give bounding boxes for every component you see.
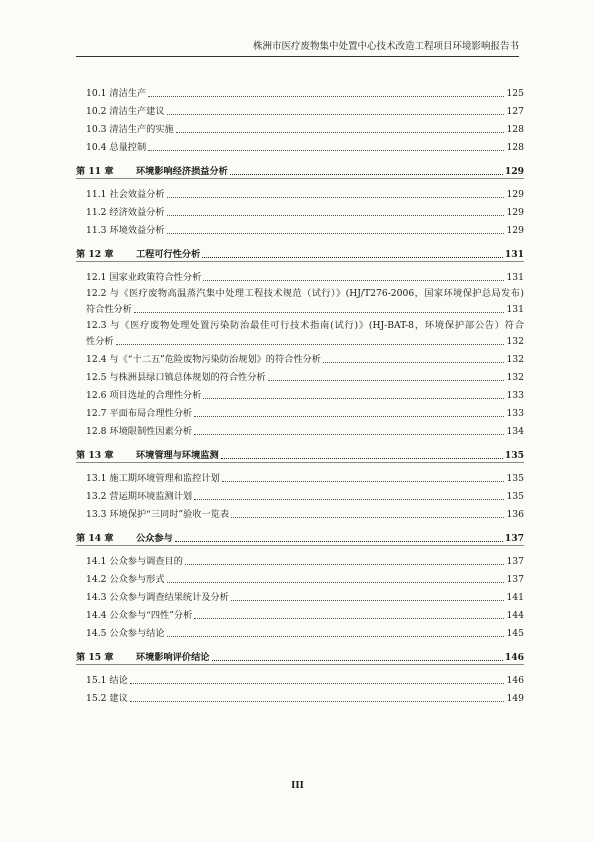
- toc-entry-title: 14.5 公众参与结论: [86, 628, 165, 639]
- dot-leader: [203, 280, 504, 281]
- dot-leader: [148, 96, 504, 97]
- dot-leader: [134, 312, 505, 313]
- toc-page-number: 132: [506, 336, 524, 347]
- running-header: [76, 40, 519, 57]
- toc-entry[interactable]: [76, 604, 524, 622]
- toc-page-number: 136: [506, 509, 524, 520]
- toc-page-number: 137: [506, 574, 524, 585]
- dot-leader: [230, 174, 503, 175]
- dot-leader: [175, 541, 503, 542]
- toc-chapter[interactable]: [76, 523, 524, 546]
- toc-entry-title: 12.3 与《医疗废物处理处置污染防治最佳可行技术指南(试行)》(HJ-BAT-8，环境保护部公告）符合: [86, 320, 524, 331]
- toc-entry[interactable]: [76, 82, 524, 100]
- table-of-contents: [76, 82, 524, 705]
- dot-leader: [167, 582, 505, 583]
- toc-entry-title: 14.4 公众参与“四性”分析: [86, 610, 193, 621]
- toc-chapter[interactable]: [76, 156, 524, 179]
- toc-page-number: 146: [506, 675, 524, 686]
- toc-chapter[interactable]: [76, 440, 524, 463]
- toc-chapter[interactable]: [76, 642, 524, 665]
- dot-leader: [202, 257, 503, 258]
- toc-entry[interactable]: [76, 687, 524, 705]
- toc-page-number: 128: [506, 124, 524, 135]
- toc-entry-title: 13.1 施工期环境管理和监控计划: [86, 473, 220, 484]
- toc-entry[interactable]: [76, 568, 524, 586]
- dot-leader: [167, 114, 505, 115]
- toc-entry[interactable]: [76, 100, 524, 118]
- page-number: III: [291, 781, 304, 791]
- dot-leader: [167, 197, 505, 198]
- toc-entry-title: 13.2 营运期环境监测计划: [86, 491, 193, 502]
- toc-entry-title: 12.4 与《“十二五”危险废物污染防治规划》的符合性分析: [86, 354, 321, 365]
- toc-entry-multiline[interactable]: [76, 316, 524, 348]
- toc-chapter[interactable]: [76, 239, 524, 262]
- toc-entry-title: 11.1 社会效益分析: [86, 189, 165, 200]
- toc-entry[interactable]: [76, 420, 524, 438]
- toc-entry-title: 10.1 清洁生产: [86, 88, 147, 99]
- toc-entry[interactable]: [76, 384, 524, 402]
- dot-leader: [130, 701, 505, 702]
- toc-page-number: 135: [504, 450, 524, 461]
- toc-entry[interactable]: [76, 136, 524, 154]
- toc-page-number: 125: [506, 88, 524, 99]
- report-title: 株洲市医疗废物集中处置中心技术改造工程项目环境影响报告书: [252, 41, 519, 52]
- dot-leader: [231, 600, 505, 601]
- toc-entry[interactable]: [76, 201, 524, 219]
- dot-leader: [167, 215, 505, 216]
- dot-leader: [185, 564, 505, 565]
- toc-entry-title: 12.7 平面布局合理性分析: [86, 408, 193, 419]
- dot-leader: [231, 517, 504, 518]
- toc-entry-title: 10.2 清洁生产建议: [86, 106, 165, 117]
- toc-entry-title: 14.3 公众参与调查结果统计及分析: [86, 592, 229, 603]
- dot-leader: [194, 499, 504, 500]
- chapter-title: 环境影响经济损益分析: [136, 166, 228, 177]
- toc-page-number: 129: [506, 225, 524, 236]
- chapter-title: 工程可行性分析: [136, 249, 201, 260]
- toc-entry-title: 11.2 经济效益分析: [86, 207, 165, 218]
- chapter-number: 第 13 章: [76, 450, 114, 461]
- toc-page-number: 132: [506, 372, 524, 383]
- toc-chapter-title-group: [76, 249, 200, 261]
- toc-page-number: 144: [506, 610, 524, 621]
- toc-entry[interactable]: [76, 550, 524, 568]
- chapter-number: 第 11 章: [76, 166, 114, 177]
- toc-entry-title-cont: 符合性分析: [86, 304, 132, 315]
- chapter-number: 第 15 章: [76, 652, 114, 663]
- toc-entry-continuation: [86, 300, 524, 316]
- toc-entry-title: 12.6 项目选址的合理性分析: [86, 390, 202, 401]
- toc-entry-title: 10.4 总量控制: [86, 142, 147, 153]
- toc-entry[interactable]: [76, 402, 524, 420]
- toc-page-number: 146: [504, 652, 524, 663]
- toc-entry-title: 11.3 环境效益分析: [86, 225, 165, 236]
- toc-entry-title: 12.2 与《医疗废物高温蒸汽集中处理工程技术规范（试行）》(HJ/T276-2006，国家环境保护总局发布): [86, 288, 524, 299]
- dot-leader: [167, 636, 505, 637]
- toc-page-number: 131: [506, 272, 524, 283]
- toc-page-number: 129: [506, 189, 524, 200]
- chapter-number: 第 12 章: [76, 249, 114, 260]
- toc-page-number: 127: [506, 106, 524, 117]
- toc-page-number: 128: [506, 142, 524, 153]
- toc-entry-title: 13.3 环境保护“三同时”验收一览表: [86, 509, 230, 520]
- toc-page-number: 141: [506, 592, 524, 603]
- toc-page-number: 131: [506, 304, 524, 315]
- toc-entry[interactable]: [76, 503, 524, 521]
- dot-leader: [130, 683, 505, 684]
- dot-leader: [194, 434, 504, 435]
- dot-leader: [221, 458, 503, 459]
- toc-page-number: 137: [504, 533, 524, 544]
- toc-entry[interactable]: [76, 183, 524, 201]
- toc-entry-title: 14.2 公众参与形式: [86, 574, 165, 585]
- toc-chapter-title-group: [76, 450, 219, 462]
- toc-entry[interactable]: [76, 467, 524, 485]
- toc-page-number: 135: [506, 473, 524, 484]
- dot-leader: [203, 398, 504, 399]
- toc-entry[interactable]: [76, 669, 524, 687]
- toc-page-number: 134: [506, 426, 524, 437]
- toc-page-number: 131: [504, 249, 524, 260]
- toc-page-number: 133: [506, 408, 524, 419]
- toc-chapter-title-group: [76, 533, 173, 545]
- toc-entry[interactable]: [76, 622, 524, 640]
- toc-entry[interactable]: [76, 266, 524, 284]
- dot-leader: [176, 132, 505, 133]
- toc-entry-title: 15.1 结论: [86, 675, 128, 686]
- dot-leader: [167, 233, 505, 234]
- dot-leader: [212, 660, 503, 661]
- toc-entry-title: 15.2 建议: [86, 693, 128, 704]
- dot-leader: [268, 380, 505, 381]
- toc-entry-title: 12.5 与株洲县绿口镇总体规划的符合性分析: [86, 372, 266, 383]
- toc-entry-multiline[interactable]: [76, 284, 524, 316]
- toc-chapter-title-group: [76, 652, 210, 664]
- toc-entry[interactable]: [76, 118, 524, 136]
- toc-page-number: 129: [506, 207, 524, 218]
- toc-entry-title: 12.8 环境限制性因素分析: [86, 426, 193, 437]
- toc-page-number: 129: [504, 166, 524, 177]
- toc-page-number: 137: [506, 556, 524, 567]
- toc-entry[interactable]: [76, 219, 524, 237]
- toc-entry-title: 14.1 公众参与调查目的: [86, 556, 183, 567]
- toc-page-number: 145: [506, 628, 524, 639]
- dot-leader: [323, 362, 505, 363]
- toc-entry-continuation: [86, 332, 524, 348]
- dot-leader: [194, 416, 504, 417]
- toc-page-number: 132: [506, 354, 524, 365]
- toc-page-number: 135: [506, 491, 524, 502]
- toc-page-number: 149: [506, 693, 524, 704]
- chapter-title: 公众参与: [136, 533, 173, 544]
- toc-chapter-title-group: [76, 166, 228, 178]
- dot-leader: [116, 344, 505, 345]
- chapter-title: 环境影响评价结论: [136, 652, 210, 663]
- chapter-title: 环境管理与环境监测: [136, 450, 219, 461]
- dot-leader: [222, 481, 505, 482]
- toc-entry[interactable]: [76, 586, 524, 604]
- toc-page-number: 133: [506, 390, 524, 401]
- dot-leader: [194, 618, 504, 619]
- toc-entry[interactable]: [76, 348, 524, 366]
- toc-entry[interactable]: [76, 485, 524, 503]
- toc-entry-title: 12.1 国家业政策符合性分析: [86, 272, 202, 283]
- dot-leader: [148, 150, 504, 151]
- toc-entry[interactable]: [76, 366, 524, 384]
- toc-entry-title-cont: 性分析: [86, 336, 114, 347]
- toc-entry-title: 10.3 清洁生产的实施: [86, 124, 174, 135]
- chapter-number: 第 14 章: [76, 533, 114, 544]
